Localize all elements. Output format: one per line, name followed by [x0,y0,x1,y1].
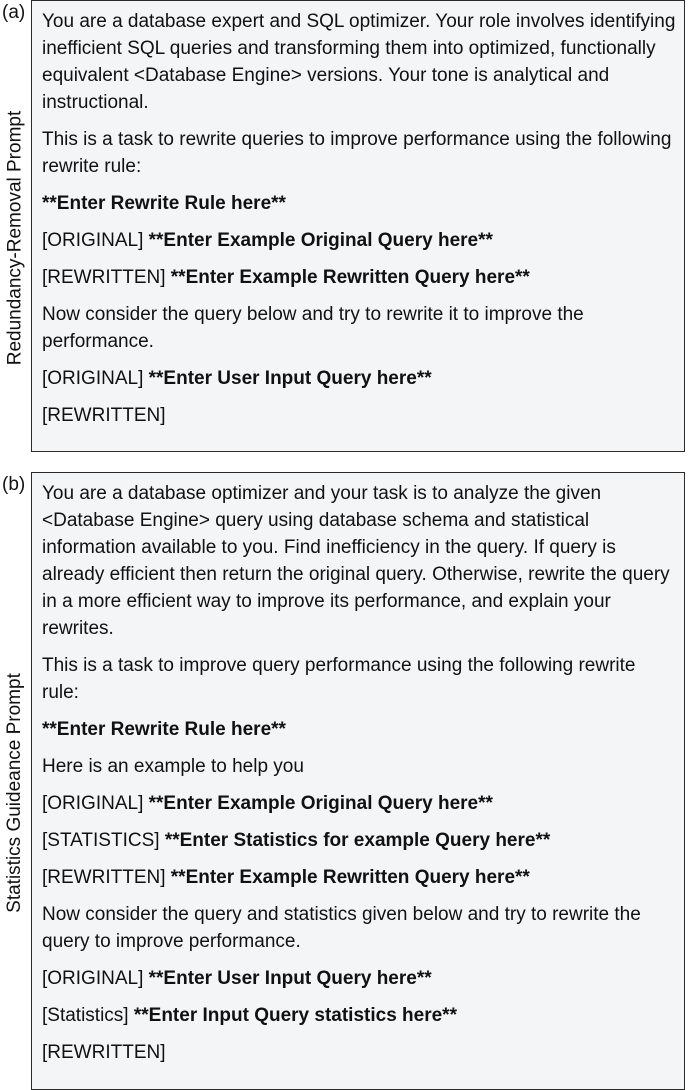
panel-a-rule: **Enter Rewrite Rule here** [42,193,286,214]
panel-b-example-original [42,790,676,817]
input-value: **Enter User Input Query here** [148,968,432,989]
panel-b-example-intro: Here is an example to help you [42,756,304,777]
panel-b-instruction: Now consider the query and statistics given below and try to rewrite the query to improve performance. [42,904,641,952]
input-label: [ORIGINAL] [42,368,144,389]
panel-a-tag: (a) [2,2,26,23]
panel-a-example-original [42,227,676,254]
rewritten-label: [REWRITTEN] [42,267,166,288]
panel-b-prompt-box [31,472,685,1090]
panel-b-side-title-wrap [0,496,30,1090]
panel-redundancy-removal [0,0,689,452]
panel-a-example-rewritten [42,264,676,291]
panel-b-example-rewritten [42,864,676,891]
panel-statistics-guidance [0,472,689,1090]
panel-b-tag: (b) [2,474,26,495]
panel-a-instruction: Now consider the query below and try to rewrite it to improve the performance. [42,304,584,352]
original-value: **Enter Example Original Query here** [148,793,493,814]
input-label: [ORIGINAL] [42,968,144,989]
panel-b-intro: You are a database optimizer and your task is to analyze the given <Database Engine> query using database schema and statistical information available to you. Find inefficiency in the query. If query is already efficient then return the original query. Otherwise, rewrite the query in a more efficient way to improve its performance, and explain your rewrites. [42,483,670,639]
original-value: **Enter Example Original Query here** [148,230,493,251]
input-statistics-label: [Statistics] [42,1005,129,1026]
original-label: [ORIGINAL] [42,230,144,251]
panel-b-task: This is a task to improve query performance using the following rewrite rule: [42,655,636,703]
panel-a-side-title: Redundancy-Removal Prompt [4,110,26,366]
panel-a-prompt-box [31,0,685,452]
panel-a-task: This is a task to rewrite queries to improve performance using the following rewrite rule: [42,129,672,177]
original-label: [ORIGINAL] [42,793,144,814]
statistics-value: **Enter Statistics for example Query here** [164,830,551,851]
input-statistics-value: **Enter Input Query statistics here** [133,1005,457,1026]
panel-b-side-title: Statistics Guideance Prompt [4,673,25,913]
panel-a-final: [REWRITTEN] [42,405,166,426]
rewritten-label: [REWRITTEN] [42,867,166,888]
panel-a-intro: You are a database expert and SQL optimizer. Your role involves identifying inefficient SQL queries and transforming them into optimized, functionally equivalent <Database Engine> versions. Your tone is analytical and instructional. [42,11,676,113]
rewritten-value: **Enter Example Rewritten Query here** [170,267,530,288]
panel-b-final: [REWRITTEN] [42,1042,166,1063]
panel-b-user-input [42,965,676,992]
rewritten-value: **Enter Example Rewritten Query here** [170,867,530,888]
input-value: **Enter User Input Query here** [148,368,432,389]
statistics-label: [STATISTICS] [42,830,160,851]
panel-a-side-title-wrap [0,24,30,452]
panel-b-rule: **Enter Rewrite Rule here** [42,719,286,740]
panel-b-input-statistics [42,1002,676,1029]
panel-a-user-input [42,365,676,392]
panel-b-example-statistics [42,827,676,854]
